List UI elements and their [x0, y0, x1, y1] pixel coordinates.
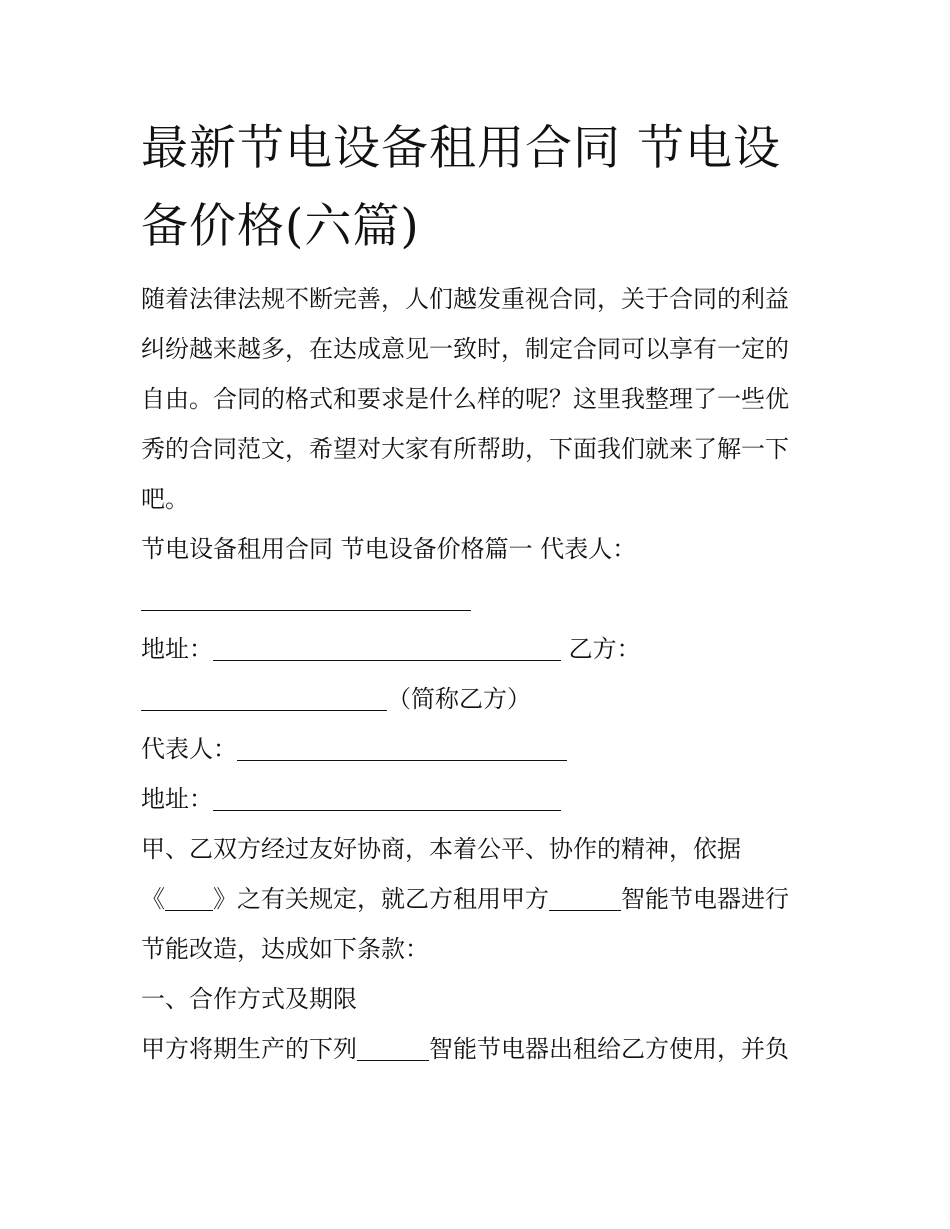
document-page — [141, 110, 821, 1074]
clause-line-1 — [141, 1024, 821, 1074]
party-b-line — [141, 674, 821, 724]
party-b-representative-blank — [237, 736, 567, 761]
clause-heading: 一、合作方式及期限 — [141, 985, 357, 1013]
party-b-address-blank — [213, 786, 561, 811]
party-b-name-blank — [141, 686, 387, 711]
party-b-short-name: （简称乙方） — [387, 685, 531, 713]
document-title — [141, 110, 821, 266]
section-heading: 节电设备租用合同 节电设备价格篇一 代表人： — [141, 535, 637, 563]
party-a-address-blank — [213, 636, 561, 661]
intro-paragraph — [141, 274, 821, 524]
address-line — [141, 624, 821, 674]
party-b-label: 乙方： — [568, 635, 641, 663]
address-label-2: 地址： — [141, 785, 213, 813]
representative-blank-line — [141, 574, 821, 624]
title-line-1: 最新节电设备租用合同 节电设 — [141, 121, 781, 176]
agreement-line-2-end: 智能节电器进行 — [621, 885, 789, 913]
agreement-line-2 — [141, 874, 821, 924]
intro-line-2: 纠纷越来越多，在达成意见一致时，制定合同可以享有一定的 — [141, 335, 789, 363]
intro-line-4: 秀的合同范文，希望对大家有所帮助，下面我们就来了解一下 — [141, 435, 789, 463]
intro-line-5: 吧。 — [141, 485, 189, 513]
law-name-blank — [165, 886, 213, 911]
contract-parties — [141, 524, 821, 824]
agreement-line-1: 甲、乙双方经过友好协商，本着公平、协作的精神，依据 — [141, 835, 741, 863]
clause-line-start: 甲方将期生产的下列 — [141, 1035, 357, 1063]
title-line-2: 备价格(六篇) — [141, 199, 420, 254]
intro-line-3: 自由。合同的格式和要求是什么样的呢？这里我整理了一些优 — [141, 385, 789, 413]
device-model-blank — [357, 1036, 429, 1061]
agreement-paragraph — [141, 824, 821, 974]
party-b-representative-line — [141, 724, 821, 774]
party-a-representative-blank — [141, 586, 471, 611]
address-label: 地址： — [141, 635, 213, 663]
device-brand-blank — [549, 886, 621, 911]
agreement-line-3: 节能改造，达成如下条款： — [141, 935, 429, 963]
clause-line-end: 智能节电器出租给乙方使用，并负 — [429, 1035, 789, 1063]
clause-section — [141, 974, 821, 1074]
intro-line-1: 随着法律法规不断完善，人们越发重视合同，关于合同的利益 — [141, 285, 789, 313]
agreement-line-2-mid: 》之有关规定，就乙方租用甲方 — [213, 885, 549, 913]
party-b-address-line — [141, 774, 821, 824]
law-open-bracket: 《 — [141, 885, 165, 913]
representative-label: 代表人： — [141, 735, 237, 763]
